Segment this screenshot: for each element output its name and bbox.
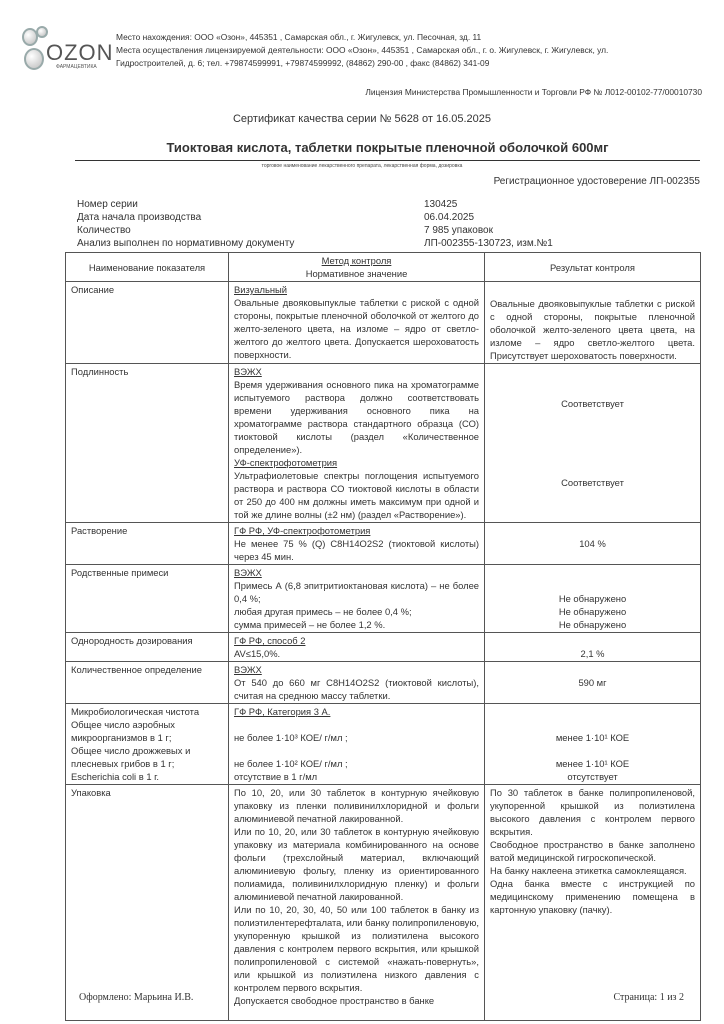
result <box>485 364 701 523</box>
address-line: Место нахождения: ООО «Озон», 445351 , Самарская обл., г. Жигулевск, ул. Песочная, зд. 11 <box>116 32 482 42</box>
quality-table <box>65 252 701 1021</box>
result: 2,1 % <box>485 633 701 662</box>
result-line: По 30 таблеток в банке полипропиленовой, укупоренной крышкой из полиэтилена высокого давления с контролем первого вскрытия. <box>490 787 695 837</box>
method: Визуальный <box>234 284 287 295</box>
norm: Или по 10, 20, или 30 таблеток в контурную ячейковую упаковку из материала комбинированного на основе фольги (трехслойный материал, включающий алюминиевую фольгу, пленку из ориентированного полиамида, поливинилхлоридную пленку) и фольги алюминиевой печатной лакированной. <box>234 826 479 902</box>
indicator: Растворение <box>66 523 229 565</box>
method: ВЭЖХ <box>234 567 262 578</box>
result-value: менее 1·10¹ КОЕ <box>555 732 630 743</box>
table-row <box>66 565 701 633</box>
table-row <box>66 633 701 662</box>
norm: Время удерживания основного пика на хроматограмме испытуемого раствора должно соответствовать времени удерживания основного пика на хроматограмме раствора стандартного образца (СО) тиоктовой кислоты (раздел «Количественное определение»). <box>234 379 479 455</box>
header-result: Результат контроля <box>485 253 701 282</box>
norm: От 540 до 660 мг C8H14O2S2 (тиоктовой кислоты), считая на среднюю массу таблетки. <box>234 677 479 701</box>
result-value: менее 1·10¹ КОЕ <box>555 758 630 769</box>
header-method <box>229 253 485 282</box>
info-label: Дата начала производства <box>77 212 202 223</box>
table-row <box>66 364 701 523</box>
registration-number: Регистрационное удостоверение ЛП-002355 <box>493 176 700 187</box>
method: УФ-спектрофотометрия <box>234 457 338 468</box>
method-cell <box>229 633 485 662</box>
method-cell <box>229 662 485 704</box>
indicator-line: Микробиологическая чистота <box>71 706 200 717</box>
result: 104 % <box>485 523 701 565</box>
method-cell <box>229 785 485 1021</box>
table-row <box>66 785 701 1021</box>
certificate-title: Сертификат качества серии № 5628 от 16.05.2025 <box>232 113 492 125</box>
product-caption: торговое наименование лекарственного препарата, лекарственная форма, дозировка <box>261 163 463 169</box>
info-label: Количество <box>77 225 131 236</box>
address-line: Гидростроителей, д. 6; тел. +79874599991, +79874599992, (84862) 290-00 , факс (84862) 341-09 <box>116 58 490 68</box>
method-cell <box>229 704 485 785</box>
header-indicator: Наименование показателя <box>66 253 229 282</box>
method-cell <box>229 282 485 364</box>
result-value: отсутствует <box>567 771 618 782</box>
norm: Не менее 75 % (Q) C8H14O2S2 (тиоктовой кислоты) через 45 мин. <box>234 538 479 562</box>
table-row <box>66 662 701 704</box>
product-name: Тиоктовая кислота, таблетки покрытые пленочной оболочкой 600мг <box>166 140 609 155</box>
prepared-by: Оформлено: Марьина И.В. <box>79 992 194 1003</box>
method: ВЭЖХ <box>234 664 262 675</box>
norm: Примесь А (6,8 эпитритиоктановая кислота) – не более 0,4 %; <box>234 580 479 604</box>
norm: Ультрафиолетовые спектры поглощения испытуемого раствора и раствора СО тиоктовой кислоты в области от 250 до 400 нм должны иметь максимум при одной и той же длине волны (±2 нм) (раздел «Растворение»). <box>234 470 479 520</box>
header-method-label: Метод контроля <box>321 255 392 266</box>
method: ГФ РФ, УФ-спектрофотометрия <box>234 525 371 536</box>
batch-info-values <box>424 198 553 250</box>
info-value: 7 985 упаковок <box>424 225 493 236</box>
indicator: Упаковка <box>66 785 229 1021</box>
info-value: 130425 <box>424 199 458 210</box>
result: 590 мг <box>485 662 701 704</box>
info-label: Анализ выполнен по нормативному документу <box>77 238 295 249</box>
indicator-line: Общее число дрожжевых и плесневых грибов в 1 г; <box>71 745 191 769</box>
address-line: Места осуществления лицензируемой деятельности: ООО «Озон», 445351 , Самарская обл., г. о. Жигулевск, г. Жигулевск, ул. <box>116 45 609 55</box>
method: ГФ РФ, способ 2 <box>234 635 306 646</box>
info-value: 06.04.2025 <box>424 212 475 223</box>
norm: не более 1·10² КОЕ/ г/мл ; <box>234 758 348 769</box>
table-row <box>66 523 701 565</box>
indicator <box>66 704 229 785</box>
result-value: Не обнаружено <box>558 593 627 604</box>
norm: отсутствие в 1 г/мл <box>234 771 318 782</box>
indicator: Описание <box>66 282 229 364</box>
result: Овальные двояковыпуклые таблетки с риской с одной стороны, покрытые пленочной оболочкой желто-зеленого цвета цвета, на изломе – ядро светло-желтого цвета. Присутствует шероховатость поверхности. <box>485 282 701 364</box>
table-header <box>66 253 701 282</box>
norm: Овальные двояковыпуклые таблетки с риской с одной стороны, покрытые пленочной оболочкой от желтого до желто-зеленого цвета, на изломе – ядро от светло-желтого до желтого цвета. Допускается шероховатость поверхности. <box>234 297 479 360</box>
result-line: На банку наклеена этикетка самоклеящаяся. <box>490 865 687 876</box>
license: Лицензия Министерства Промышленности и Торговли РФ № Л012-00102-77/00010730 <box>365 87 702 97</box>
result <box>485 565 701 633</box>
page-number: Страница: 1 из 2 <box>613 992 684 1003</box>
norm: Или по 10, 20, 30, 40, 50 или 100 таблеток в банку из полиэтилентерефталата, или банку полипропиленовую, укупоренную крышкой из полиэтилена высокого давления с контролем первого вскрытия, или крышкой полипропиленовой с системой «нажать-повернуть», или крышкой из полиэтилена низкого давления с контролем первого вскрытия. <box>234 904 479 993</box>
company-address <box>116 31 608 70</box>
result-line: Свободное пространство в банке заполнено ватой медицинской гигроскопической. <box>490 839 695 863</box>
info-value: ЛП-002355-130723, изм.№1 <box>424 238 553 249</box>
norm: По 10, 20, или 30 таблеток в контурную ячейковую упаковку из пленки поливинилхлоридной и фольги алюминиевой печатной лакированной. <box>234 787 479 824</box>
table-row <box>66 282 701 364</box>
result <box>485 704 701 785</box>
header-norm-label: Нормативное значение <box>305 268 408 279</box>
divider <box>75 160 700 161</box>
indicator: Родственные примеси <box>66 565 229 633</box>
indicator: Подлинность <box>66 364 229 523</box>
info-label: Номер серии <box>77 199 138 210</box>
norm: AV≤15,0%. <box>234 648 281 659</box>
norm: Допускается свободное пространство в банке <box>234 995 435 1006</box>
indicator-line: Общее число аэробных микроорганизмов в 1 г; <box>71 719 175 743</box>
result-line: Одна банка вместе с инструкцией по медицинскому применению помещена в картонную упаковку (пачку). <box>490 878 695 915</box>
indicator: Однородность дозирования <box>66 633 229 662</box>
result-value: Не обнаружено <box>558 619 627 630</box>
method: ГФ РФ, Категория 3 А. <box>234 706 331 717</box>
method: ВЭЖХ <box>234 366 262 377</box>
method-cell <box>229 364 485 523</box>
result-value: Не обнаружено <box>558 606 627 617</box>
result-value: Соответствует <box>561 477 624 488</box>
table-row <box>66 704 701 785</box>
norm: не более 1·10³ КОЕ/ г/мл ; <box>234 732 348 743</box>
method-cell <box>229 523 485 565</box>
indicator-line: Escherichia coli в 1 г. <box>71 771 160 782</box>
method-cell <box>229 565 485 633</box>
norm: любая другая примесь – не более 0,4 %; <box>234 606 412 617</box>
indicator: Количественное определение <box>66 662 229 704</box>
ozon-logo: OZON ФАРМАЦЕВТИКА <box>18 22 113 72</box>
result-value: Соответствует <box>561 398 624 409</box>
result <box>485 785 701 1021</box>
norm: сумма примесей – не более 1,2 %. <box>234 619 386 630</box>
batch-info-labels <box>77 198 294 250</box>
